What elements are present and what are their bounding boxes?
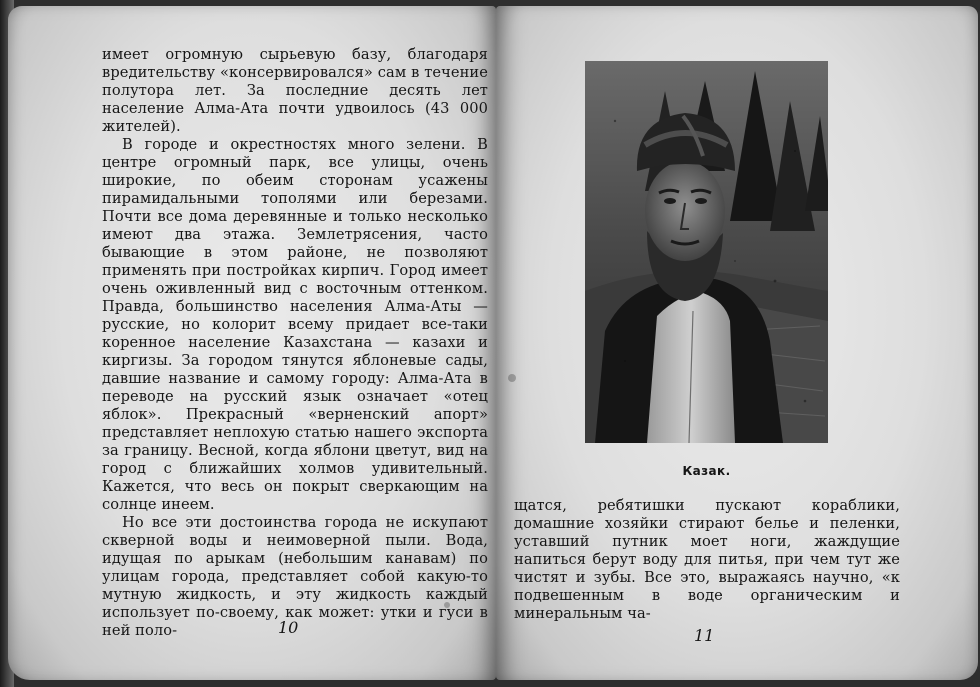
paragraph: имеет огромную сырьевую базу, благодаря вредительству «консервировался» сам в течение полутора лет. За последние десять лет население Алма-Ата почти удвоилось (43 000 жителей).	[102, 46, 488, 135]
photo-caption: Казак.	[682, 464, 731, 478]
right-page	[496, 6, 978, 680]
paragraph: щатся, ребятишки пускают кораблики, домашние хозяйки стирают белье и пеленки, уставший путник моет ноги, жаждущие напиться берут воду для питья, при чем тут же чистят и зубы. Все это, выражаясь научно, «к подвешенным в воде органическим и минеральным ча-	[514, 497, 900, 622]
paragraph: Но все эти достоинства города не искупают скверной воды и неимоверной пыли. Вода, идущая по арыкам (небольшим канавам) по улицам города, представляет собой какую-то мутную жидкость, и эту жидкость каждый использует по-своему, как может: утки и гуси в ней поло-	[102, 514, 488, 639]
page-number: 11	[694, 626, 715, 645]
paper-stain	[508, 374, 516, 382]
paragraph: В городе и окрестностях много зелени. В центре огромный парк, все улицы, очень широкие, по обеим сторонам усажены пирамидальными тополями или березами. Почти все дома деревянные и только несколько имеют два этажа. Землетрясения, часто бывающие в этом районе, не позволяют применять при постройках кирпич. Город имеет очень оживленный вид с восточным оттенком. Правда, большинство населения Алма-Аты — русские, но колорит всему придает все-таки коренное население Казахстана — казахи и киргизы. За городом тянутся яблоневые сады, давшие название и самому городу: Алма-Ата в переводе на русский язык означает «отец яблок». Прекрасный «верненский апорт» представляет неплохую статью нашего экспорта за границу. Весной, когда яблони цветут, вид на город с ближайших холмов удивительный. Кажется, что весь он покрыт сверкающим на солнце инеем.	[102, 136, 488, 513]
right-page-text	[514, 497, 900, 623]
left-page	[8, 6, 496, 680]
page-number: 10	[278, 618, 299, 637]
left-page-text	[102, 46, 488, 640]
portrait-photo	[585, 61, 828, 443]
portrait-photo-image	[585, 61, 828, 443]
